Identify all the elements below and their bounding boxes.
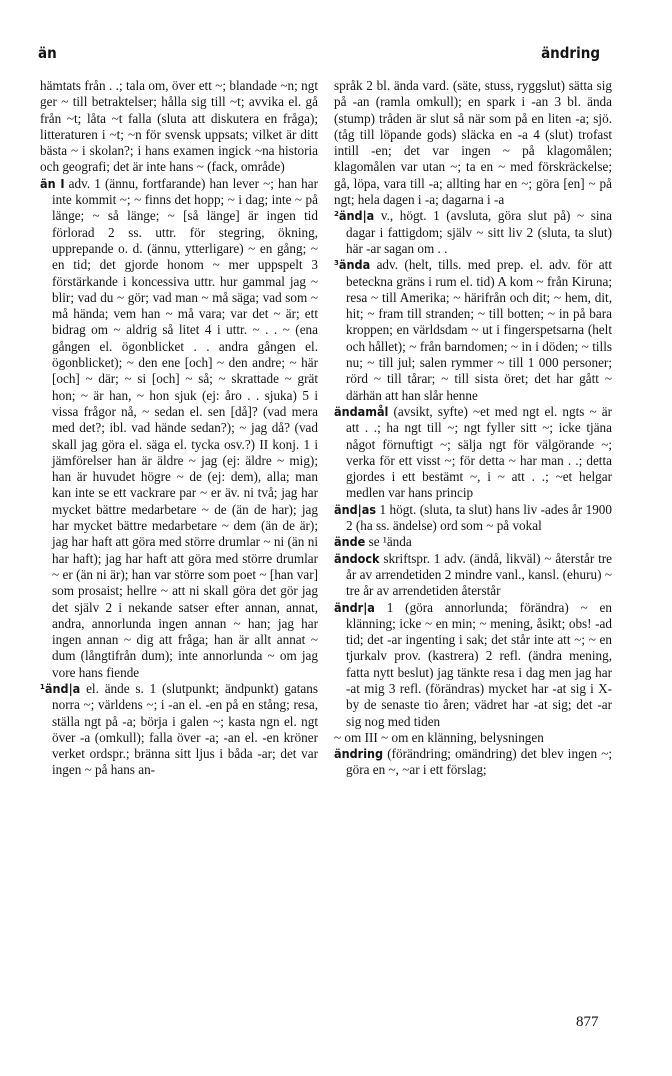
right-column <box>334 78 612 779</box>
dictionary-entry <box>334 78 612 208</box>
entry-headword: änd|as <box>334 501 377 517</box>
guide-word-left: än <box>38 44 57 62</box>
entry-headword: ändamål <box>334 403 389 419</box>
entry-headword: ände <box>334 534 366 550</box>
dictionary-entry <box>334 502 612 535</box>
entry-text: el. ände s. 1 (slutpunkt; ändpunkt) gatans norra ~; världens ~; i -an el. -en på en stång; resa, ställa ngt på -a; börja i galen ~; kasta ngn el. ngt över -a (omkull); falla över -a; -an el. -en kröner verket ordspr.; bränna sitt ljus i båda -ar; det var ingen ~ på hans an- <box>52 680 318 778</box>
entry-headword: ändring <box>334 746 384 762</box>
entry-text: språk 2 bl. ända vard. (säte, stuss, ryggslut) sätta sig på -an (ramla omkull); en spark i -an 3 bl. ända (stump) tråden är slut så när som på en liten -a; sjö. (tåg till löpande gods) släcka en -a 4 (slut) trofast intill -en; det var ingen ~ på klagomålen; klagomålen var utan ~; ta en ~ med förskräckelse; gå, löpa, vara till -a; allting har en ~; göra [en] ~ på ngt; hela dagen i -a; dagarna i -a <box>334 78 612 208</box>
dictionary-entry <box>40 681 318 779</box>
entry-text: ~ om III ~ om en klänning, belysningen <box>334 729 544 745</box>
guide-word-right: ändring <box>541 44 600 62</box>
dictionary-entry <box>40 78 318 176</box>
entry-headword: ¹änd|a <box>40 680 81 696</box>
dictionary-entry <box>334 208 612 257</box>
left-column <box>40 78 318 779</box>
dictionary-entry <box>334 404 612 502</box>
entry-text: adv. 1 (ännu, fortfarande) han lever ~; han har inte kommit ~; ~ finns det hopp; ~ i dag; inte ~ på länge; ~ så länge; ~ [så länge] är ingen tid förlorad 2 ss. uttr. för stegring, ökning, upprepande o. d. (ännu, ytterligare) ~ en gång; ~ en tid; det gjorde honom ~ mer uppspelt 3 förstärkande i koncessiva uttr. hur gammal jag ~ blir; vad du ~ gör; vad man ~ må säga; vad som ~ må hända; vem han ~ må vara; var det ~ är; ett bidrag om ~ aldrig så litet 4 i uttr. ~ . . ~ (ena gången el. ögonblicket . . andra gången el. ögonblicket); ~ den ene [och] ~ den andre; ~ här [och] ~ där; ~ si [och] ~ så; ~ skrattade ~ grät hon; ~ är han, ~ hon sjuk (ej: åro . . sjuka) 5 i vissa frågor nå, ~ sedan el. sen [då]? (vad mera med det?; ibl. vad hände sedan?); ~ jag då? (vad skall jag göra el. säga el. tycka osv.?) II konj. 1 i jämförelser han är äldre ~ jag (ej: äldre ~ mig); han är huvudet högre ~ de (ej: dem), alla; man kan inte se ett vackrare par ~ er äv. ni två; jag har mycket bättre medarbetare ~ de (än de har); jag har mycket bättre medarbetare ~ dem (än de är); jag har haft att göra med större drumlar ~ ni (än ni har haft); jag har haft att göra med större drumlar ~ er (än ni är); han var större som poet ~ [han var] som prosaist; hellre ~ att ni skall göra det gör jag det själv 2 i nekande satser efter annan, annat, andra, annorlunda ingen annan ~ han; jag har ingen annan ~ dig att fråga; han är allt annat ~ dum (långtifrån dum); inte annorlunda ~ om jag vore hans fiende <box>52 175 318 680</box>
dictionary-entry <box>334 730 612 746</box>
dictionary-entry <box>334 551 612 600</box>
entry-text: adv. (helt, tills. med prep. el. adv. för att beteckna gräns i rum el. tid) A kom ~ från Kiruna; resa ~ till Amerika; ~ härifrån och dit; ~ hem, dit, hit; ~ fram till stranden; ~ till botten; ~ in på bara kroppen; en världsdam ~ ut i fingerspetsarna (helt och hållet); ~ från barndomen; ~ in i döden; ~ tills nu; ~ till jul; salen rymmer ~ till 1 000 personer; rörd ~ till tårar; ~ till sista öret; det har gått ~ därhän att han slår henne <box>346 257 612 403</box>
entry-headword: ändock <box>334 550 380 566</box>
entry-text: v., högt. 1 (avsluta, göra slut på) ~ sina dagar i fattigdom; själv ~ sitt liv 2 (sluta, ta slut) här -ar sagan om . . <box>346 208 612 256</box>
entry-headword: ³ända <box>334 257 371 273</box>
entry-text: 1 (göra annorlunda; förändra) ~ en klänning; icke ~ en min; ~ mening, åsikt; obs! -ad tid; det -ar ingenting i sak; det står inte att ~; ~ en tjurkalv prov. (kastrera) 2 refl. (ändra mening, fatta nytt beslut) jag tänkte resa i dag men jag har -at mig 3 refl. (förändras) mycket har -at sig i X-by de senaste tio åren; vädret har -at sig; det -ar sig nog med tiden <box>346 599 612 729</box>
dictionary-entry <box>334 534 612 550</box>
dictionary-entry <box>334 746 612 779</box>
page-number: 877 <box>576 1014 599 1030</box>
entry-text: hämtats från . .; tala om, över ett ~; blandade ~n; ngt ger ~ till betraktelser; hålla sig till ~t; avvika el. gå från ~t; låta ~t falla (sluta att diskutera en fråga); litteraturen i ~t; ~n för svensk uppsats; vilket är ditt bästa ~ i skolan?; i hans examen ingick ~na historia och geografi; det är inte hans ~ (fack, område) <box>40 78 318 175</box>
entry-text: skriftspr. 1 adv. (ändå, likväl) ~ återstår tre år av arrendetiden 2 mindre vanl., kansl. (ehuru) ~ tre år av arrendetiden återstår <box>346 550 613 599</box>
entry-text: 1 högt. (sluta, ta slut) hans liv -ades år 1900 2 (ha ss. ändelse) ord som ~ på vokal <box>346 501 612 534</box>
entry-text: (förändring; omändring) det blev ingen ~; göra en ~, ~ar i ett förslag; <box>346 746 613 778</box>
dictionary-entry <box>40 176 318 681</box>
entry-headword: ²änd|a <box>334 208 375 224</box>
entry-headword: ändr|a <box>334 599 375 615</box>
entry-text: (avsikt, syfte) ~et med ngt el. ngts ~ är att . .; ha ngt till ~; ngt fyller sitt ~; icke tjäna något förnuftigt ~; sälja ngt för välgörande ~; verka för ett visst ~; för detta ~ har man . .; detta gjordes i ett bestämt ~, i ~ att . .; ~et helgar medlen var hans princip <box>346 403 613 501</box>
entry-headword: än I <box>40 175 65 191</box>
dictionary-entry <box>334 257 612 404</box>
entry-text: se ¹ända <box>368 534 412 550</box>
dictionary-entry <box>334 600 612 730</box>
